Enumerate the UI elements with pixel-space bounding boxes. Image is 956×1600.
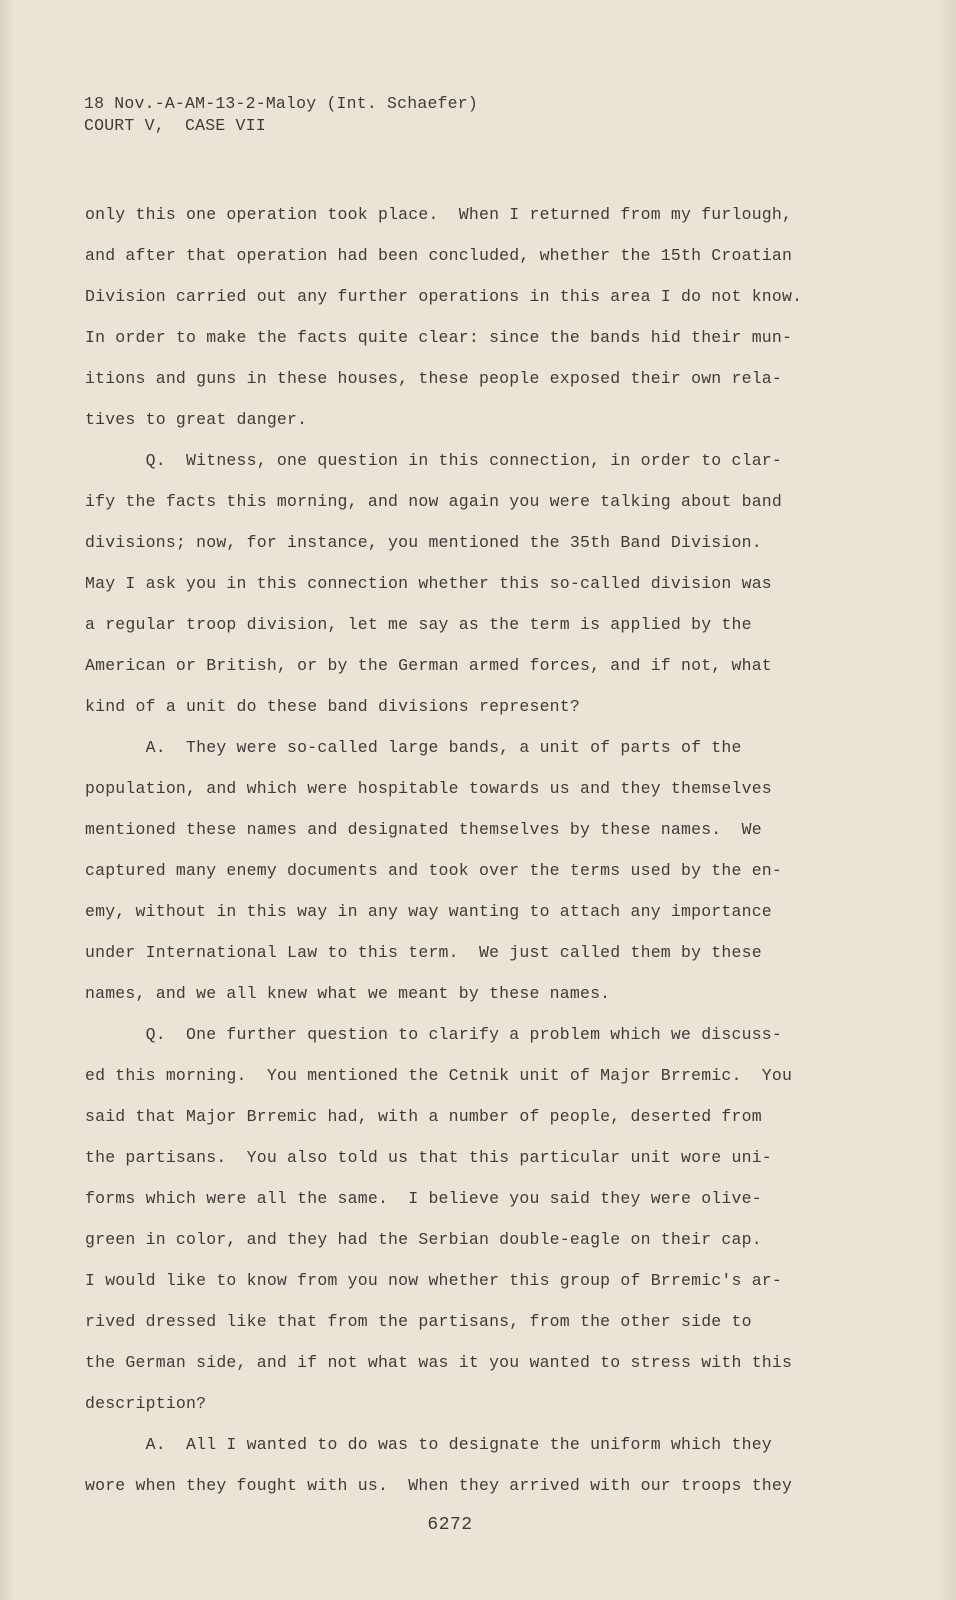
text-line: names, and we all knew what we meant by these names. bbox=[85, 984, 611, 1003]
text-line: American or British, or by the German armed forces, and if not, what bbox=[85, 656, 772, 675]
text-line: said that Major Brremic had, with a number of people, deserted from bbox=[85, 1107, 762, 1126]
text-line: Division carried out any further operations in this area I do not know. bbox=[85, 287, 803, 306]
text-line: In order to make the facts quite clear: since the bands hid their mun- bbox=[85, 328, 793, 347]
text-line: A. They were so-called large bands, a unit of parts of the bbox=[85, 738, 742, 757]
text-line: Q. One further question to clarify a problem which we discuss- bbox=[85, 1025, 783, 1044]
text-line: May I ask you in this connection whether this so-called division was bbox=[85, 574, 772, 593]
transcript-body bbox=[85, 194, 825, 1506]
text-line: emy, without in this way in any way wanting to attach any importance bbox=[85, 902, 772, 921]
text-line: forms which were all the same. I believe you said they were olive- bbox=[85, 1189, 762, 1208]
text-line: I would like to know from you now whether this group of Brremic's ar- bbox=[85, 1271, 783, 1290]
text-line: only this one operation took place. When I returned from my furlough, bbox=[85, 205, 793, 224]
text-line: divisions; now, for instance, you mentioned the 35th Band Division. bbox=[85, 533, 762, 552]
page-number: 6272 bbox=[427, 1515, 473, 1535]
text-line: itions and guns in these houses, these people exposed their own rela- bbox=[85, 369, 783, 388]
text-line: A. All I wanted to do was to designate the uniform which they bbox=[85, 1435, 772, 1454]
text-line: and after that operation had been concluded, whether the 15th Croatian bbox=[85, 246, 793, 265]
text-line: mentioned these names and designated themselves by these names. We bbox=[85, 820, 762, 839]
document-header bbox=[84, 93, 478, 137]
text-line: description? bbox=[85, 1394, 207, 1413]
text-line: the German side, and if not what was it you wanted to stress with this bbox=[85, 1353, 793, 1372]
text-line: ify the facts this morning, and now again you were talking about band bbox=[85, 492, 783, 511]
header-line-1: 18 Nov.-A-AM-13-2-Maloy (Int. Schaefer) bbox=[84, 94, 478, 113]
text-line: Q. Witness, one question in this connection, in order to clar- bbox=[85, 451, 783, 470]
header-line-2: COURT V, CASE VII bbox=[84, 116, 266, 135]
text-line: a regular troop division, let me say as the term is applied by the bbox=[85, 615, 752, 634]
text-line: population, and which were hospitable towards us and they themselves bbox=[85, 779, 772, 798]
text-line: tives to great danger. bbox=[85, 410, 308, 429]
text-line: green in color, and they had the Serbian double-eagle on their cap. bbox=[85, 1230, 762, 1249]
text-line: the partisans. You also told us that this particular unit wore uni- bbox=[85, 1148, 772, 1167]
text-line: rived dressed like that from the partisans, from the other side to bbox=[85, 1312, 752, 1331]
text-line: wore when they fought with us. When they arrived with our troops they bbox=[85, 1476, 793, 1495]
text-line: ed this morning. You mentioned the Cetnik unit of Major Brremic. You bbox=[85, 1066, 793, 1085]
text-line: under International Law to this term. We just called them by these bbox=[85, 943, 762, 962]
text-line: kind of a unit do these band divisions represent? bbox=[85, 697, 580, 716]
text-line: captured many enemy documents and took over the terms used by the en- bbox=[85, 861, 783, 880]
